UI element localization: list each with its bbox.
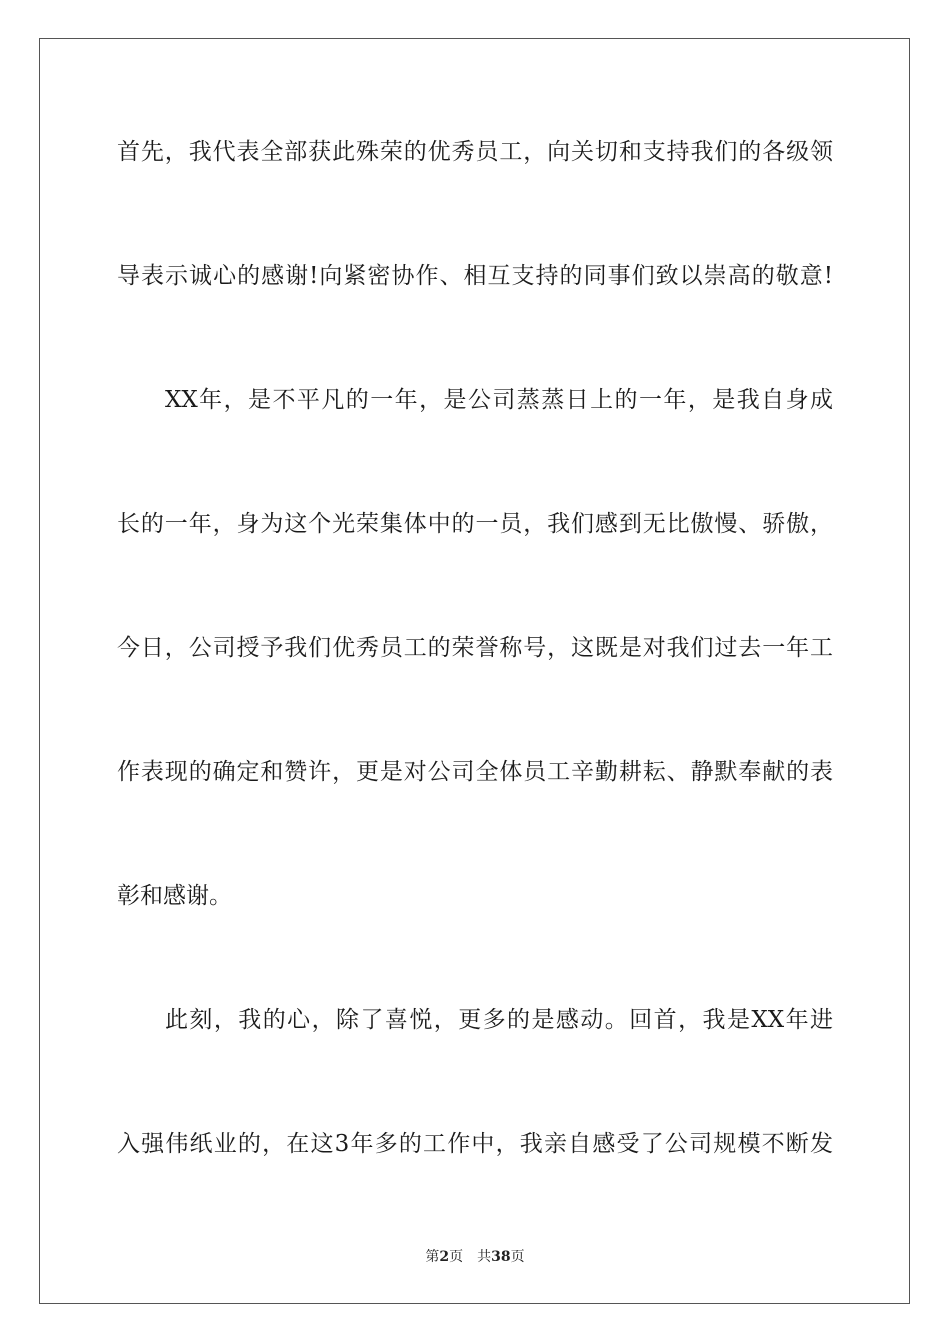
text-line-9: 入强伟纸业的，在这3年多的工作中，我亲自感受了公司规模不断发 xyxy=(117,1131,833,1157)
text-line-4: 长的一年，身为这个光荣集体中的一员，我们感到无比傲慢、骄傲， xyxy=(117,511,833,537)
page-number: 2 xyxy=(439,1249,450,1265)
page-suffix: 页 xyxy=(449,1249,464,1265)
total-suffix: 页 xyxy=(510,1249,525,1265)
text-line-3: XX年，是不平凡的一年，是公司蒸蒸日上的一年，是我自身成 xyxy=(165,387,833,413)
page-footer xyxy=(0,1248,950,1266)
text-line-5: 今日，公司授予我们优秀员工的荣誉称号，这既是对我们过去一年工 xyxy=(117,635,833,661)
total-prefix: 共 xyxy=(477,1249,492,1265)
total-pages: 38 xyxy=(491,1249,511,1265)
text-line-2: 导表示诚心的感谢!向紧密协作、相互支持的同事们致以崇高的敬意! xyxy=(117,263,833,289)
page-border xyxy=(39,38,910,1304)
text-line-1: 首先，我代表全部获此殊荣的优秀员工，向关切和支持我们的各级领 xyxy=(117,139,833,165)
page-prefix: 第 xyxy=(425,1249,440,1265)
text-line-8: 此刻，我的心，除了喜悦，更多的是感动。回首，我是XX年进 xyxy=(165,1007,833,1033)
text-line-7: 彰和感谢。 xyxy=(117,883,232,909)
text-line-6: 作表现的确定和赞许，更是对公司全体员工辛勤耕耘、静默奉献的表 xyxy=(117,759,833,785)
